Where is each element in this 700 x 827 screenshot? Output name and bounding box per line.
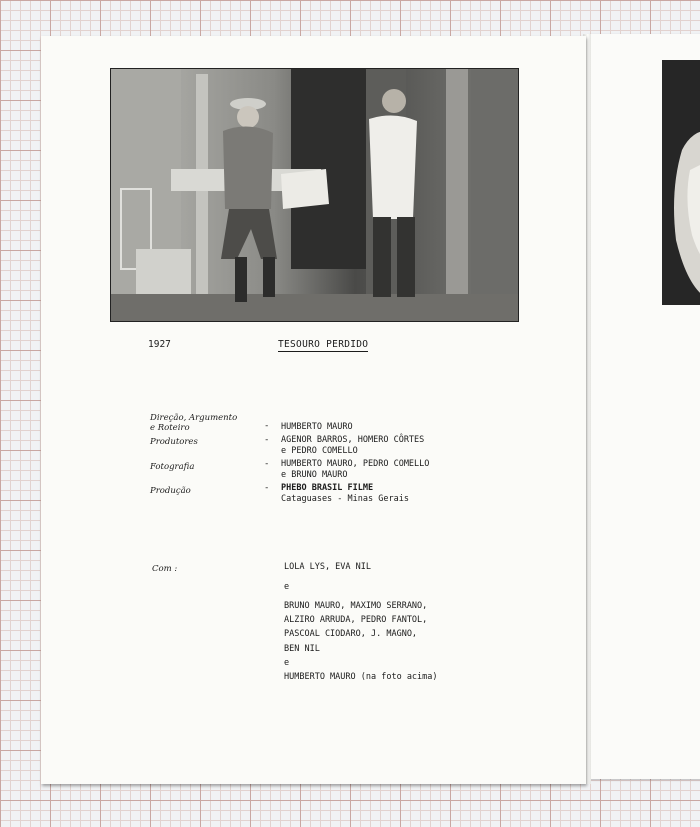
cast-line: LOLA LYS, EVA NIL	[284, 562, 371, 572]
film-still-photo	[110, 68, 519, 322]
credit-label-photography: Fotografia	[150, 462, 195, 472]
credit-dash: -	[264, 483, 270, 493]
credit-value-production: PHEBO BRASIL FILME	[281, 483, 374, 493]
credit-label-direction-2: e Roteiro	[150, 423, 190, 433]
credit-label-producers: Produtores	[150, 437, 198, 447]
credit-value-direction: HUMBERTO MAURO	[281, 422, 353, 432]
credit-dash: -	[264, 435, 270, 445]
credit-value-photography: HUMBERTO MAURO, PEDRO COMELLO	[281, 459, 430, 469]
next-page-photo	[662, 60, 700, 305]
cast-line: BEN NIL	[284, 644, 320, 654]
cast-line: BRUNO MAURO, MAXIMO SERRANO,	[284, 601, 428, 611]
cast-label: Com :	[152, 564, 178, 574]
credit-value-production-2: Cataguases - Minas Gerais	[281, 494, 409, 504]
film-year: 1927	[148, 339, 171, 350]
cast-line: HUMBERTO MAURO (na foto acima)	[284, 672, 438, 682]
credit-label-production: Produção	[150, 486, 191, 496]
credit-dash: -	[264, 459, 270, 469]
credit-value-producers-2: e PEDRO COMELLO	[281, 446, 358, 456]
credit-value-producers: AGENOR BARROS, HOMERO CÔRTES	[281, 435, 425, 445]
credit-label-direction: Direção, Argumento	[150, 413, 238, 423]
credit-value-photography-2: e BRUNO MAURO	[281, 470, 348, 480]
credit-dash: -	[264, 421, 270, 431]
cast-line: ALZIRO ARRUDA, PEDRO FANTOL,	[284, 615, 428, 625]
cast-line: e	[284, 582, 290, 592]
cast-line: PASCOAL CIODARO, J. MAGNO,	[284, 629, 418, 639]
film-title: TESOURO PERDIDO	[278, 339, 369, 350]
cast-line: e	[284, 658, 290, 668]
